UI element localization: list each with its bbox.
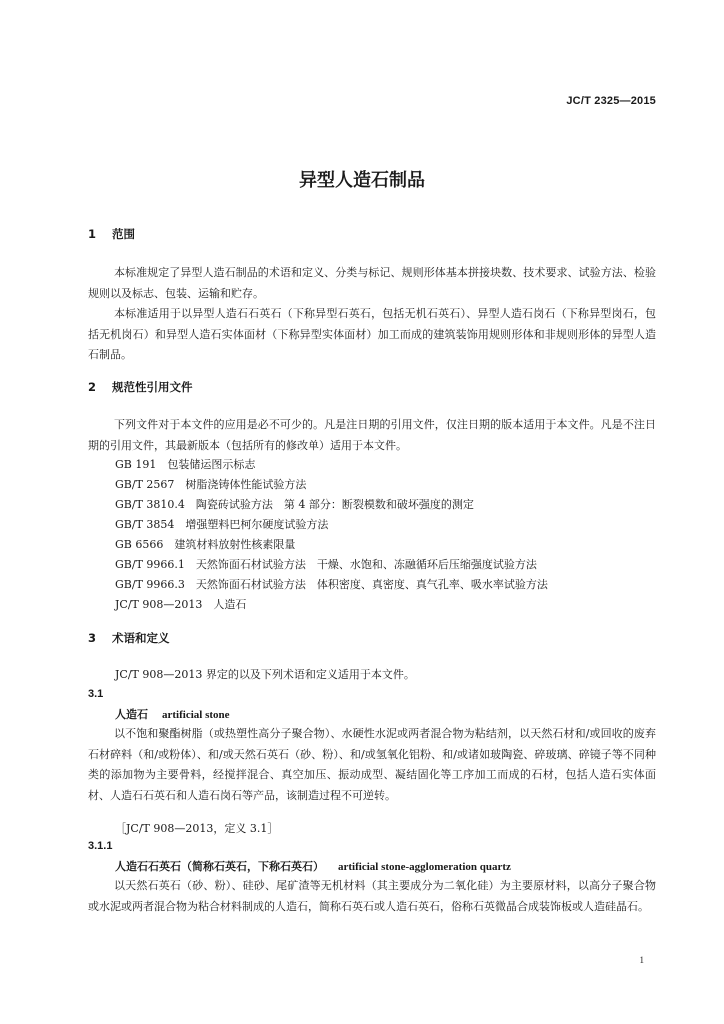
section-title: 范围 [112, 227, 136, 241]
section-3-heading [88, 630, 170, 646]
page-number: 1 [639, 955, 644, 965]
reference-item: GB/T 2567 树脂浇铸体性能试验方法 [115, 478, 307, 491]
section-number: 3 [88, 631, 97, 645]
section-title: 规范性引用文件 [112, 380, 193, 394]
term-definition: 以不饱和聚酯树脂（或热塑性高分子聚合物）、水硬性水泥或两者混合物为粘结剂，以天然石材和/或回收的废弃石材碎料（和/或粉体）、和/或天然石英石（砂、粉）、和/或氢氧化铝粉、和/或诸如玻陶瓷、碎玻璃、碎镜子等不同种类的添加物为主要骨料，经搅拌混合、真空加压、振动成型、凝结固化等工序加工而成的石材，包括人造石实体面材、人造石石英石和人造石岗石等产品，该制造过程不可逆转。 [88, 727, 656, 802]
standard-number: JC/T 2325—2015 [566, 95, 656, 107]
reference-item: GB/T 9966.3 天然饰面石材试验方法 体积密度、真密度、真气孔率、吸水率试验方法 [115, 578, 548, 591]
references-intro: 下列文件对于本文件的应用是必不可少的。凡是注日期的引用文件，仅注日期的版本适用于本文件。凡是不注日期的引用文件，其最新版本（包括所有的修改单）适用于本文件。 [88, 418, 656, 452]
clause-number: 3.1 [88, 688, 104, 700]
reference-item: GB/T 9966.1 天然饰面石材试验方法 干燥、水饱和、冻融循环后压缩强度试验方法 [115, 558, 537, 571]
page-title: 异型人造石制品 [299, 170, 425, 191]
clause-number: 3.1.1 [88, 840, 113, 852]
reference-item: GB 6566 建筑材料放射性核素限量 [115, 538, 296, 551]
definition-source: ［JC/T 908—2013，定义 3.1］ [115, 822, 279, 835]
scope-paragraph-2: 本标准适用于以异型人造石石英石（下称异型石英石，包括无机石英石）、异型人造石岗石（下称异型岗石，包括无机岗石）和异型人造石实体面材（下称异型实体面材）加工而成的建筑装饰用规则形体和非规则形体的异型人造石制品。 [88, 307, 656, 361]
term-heading [115, 857, 511, 877]
term-english: artificial stone [162, 709, 230, 721]
section-2-heading [88, 379, 193, 395]
term-chinese: 人造石石英石（简称石英石，下称石英石） [115, 860, 324, 873]
term-definition: 以天然石英石（砂、粉）、硅砂、尾矿渣等无机材料（其主要成分为二氧化硅）为主要原材料，以高分子聚合物或水泥或两者混合物为粘合材料制成的人造石，简称石英石或人造石英石，俗称石英微晶合成装饰板或人造硅晶石。 [88, 879, 656, 913]
section-1-heading [88, 226, 135, 242]
section-number: 2 [88, 380, 97, 394]
term-heading [115, 705, 230, 725]
reference-item: GB 191 包装储运图示标志 [115, 458, 256, 471]
reference-item: GB/T 3854 增强塑料巴柯尔硬度试验方法 [115, 518, 329, 531]
section-title: 术语和定义 [112, 631, 170, 645]
reference-item: JC/T 908—2013 人造石 [115, 598, 247, 611]
reference-item: GB/T 3810.4 陶瓷砖试验方法 第 4 部分：断裂模数和破坏强度的测定 [115, 498, 474, 511]
term-chinese: 人造石 [115, 708, 148, 721]
term-english: artificial stone-agglomeration quartz [338, 861, 511, 873]
scope-paragraph-1: 本标准规定了异型人造石制品的术语和定义、分类与标记、规则形体基本拼接块数、技术要求、试验方法、检验规则以及标志、包装、运输和贮存。 [88, 266, 656, 300]
section-number: 1 [88, 227, 97, 241]
terms-intro: JC/T 908—2013 界定的以及下列术语和定义适用于本文件。 [115, 668, 415, 681]
